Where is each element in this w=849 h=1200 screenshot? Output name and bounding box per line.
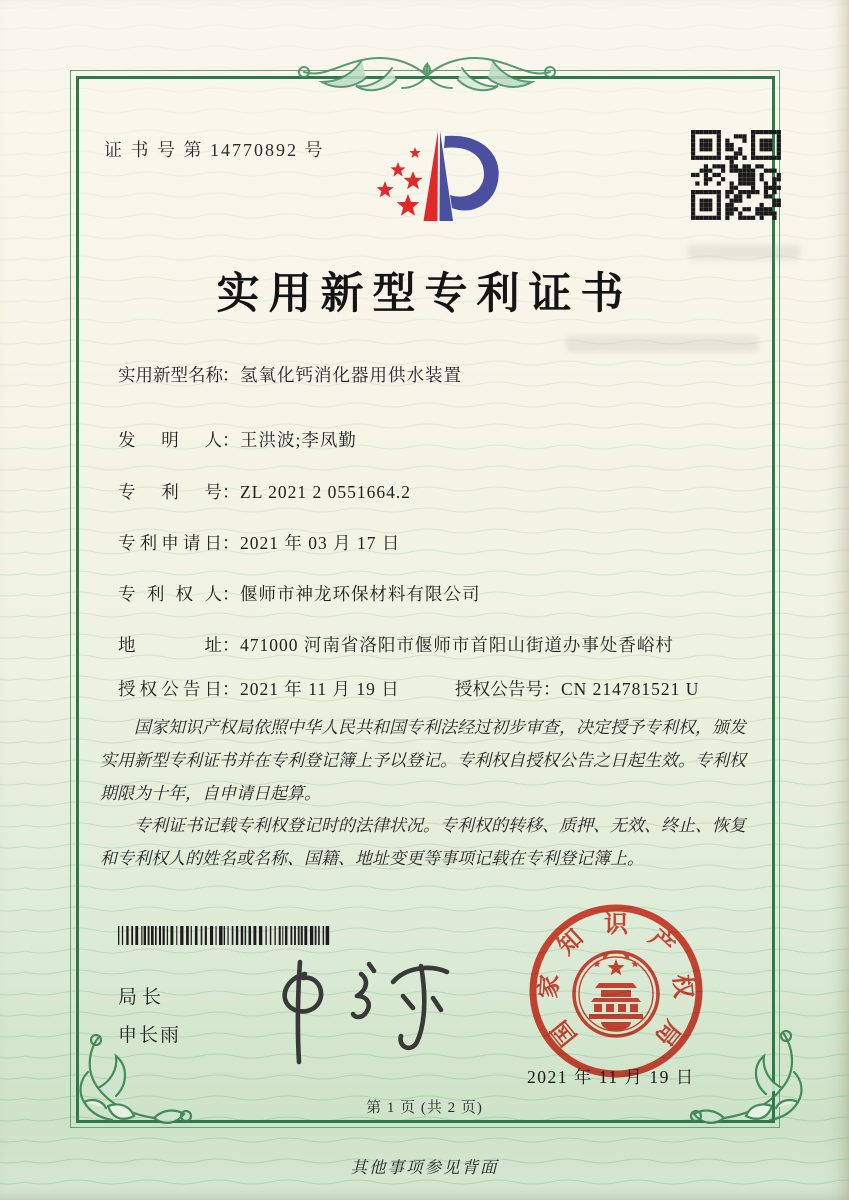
- svg-text:知: 知: [553, 925, 589, 961]
- bottom-left-flourish-ornament: [58, 1032, 208, 1152]
- national-ip-office-seal: [521, 896, 711, 1086]
- back-side-note: 其他事项参见背面: [350, 1158, 499, 1177]
- patent-number-value: ZL 2021 2 0551664.2: [240, 482, 411, 502]
- commissioner-name: 申长雨: [118, 1025, 182, 1046]
- certificate-number: 证 书 号 第 14770892 号: [104, 140, 325, 160]
- patentee-value: 偃师市神龙环保材料有限公司: [240, 584, 481, 604]
- filing-date-value: 2021 年 03 月 17 日: [240, 533, 401, 553]
- field-row-utility-model-name: 实用新型名称：氢氧化钙消化器用供水装置: [118, 362, 462, 387]
- field-row-patent-number: 专利号：ZL 2021 2 0551664.2: [118, 479, 411, 504]
- qr-code: [691, 130, 781, 220]
- field-row-address: 地址：471000 河南省洛阳市偃师市首阳山街道办事处香峪村: [118, 632, 674, 657]
- address-value: 471000 河南省洛阳市偃师市首阳山街道办事处香峪村: [240, 635, 674, 655]
- field-label: 授权公告号: [455, 679, 543, 699]
- svg-text:识: 识: [604, 912, 628, 938]
- field-label: 地址: [118, 635, 222, 655]
- bleed-through-mark: [688, 245, 800, 260]
- commissioner-signature: [243, 948, 468, 1073]
- grant-date-value: 2021 年 11 月 19 日: [240, 679, 400, 699]
- bleed-through-mark: [566, 336, 758, 352]
- svg-text:权: 权: [668, 973, 696, 1000]
- field-label: 授权公告日: [118, 679, 222, 699]
- field-row-inventor: 发明人：王洪波;李凤勤: [118, 427, 357, 452]
- field-label: 实用新型名称: [118, 365, 223, 385]
- field-row-patentee: 专利权人：偃师市神龙环保材料有限公司: [118, 581, 481, 606]
- field-row-filing-date: 专利申请日：2021 年 03 月 17 日: [118, 530, 400, 555]
- field-grant-number: 授权公告号：CN 214781521 U: [455, 676, 699, 701]
- legal-paragraph-1: 国家知识产权局依照中华人民共和国专利法经过初步审查，决定授予专利权，颁发实用新型专利证书并在专利登记簿上予以登记。专利权自授权公告之日起生效。专利权期限为十年，自申请日起算。: [100, 718, 746, 803]
- certificate-title: 实用新型专利证书: [216, 271, 633, 318]
- legal-paragraph-2: 专利证书记载专利权登记时的法律状况。专利权的转移、质押、无效、终止、恢复和专利权人的姓名或名称、国籍、地址变更等事项记载在专利登记簿上。: [100, 816, 746, 869]
- cnipa-logo: [355, 120, 525, 238]
- field-row-grant: 授权公告日：2021 年 11 月 19 日 授权公告号：CN 214781521 U: [118, 676, 400, 701]
- legal-text-block: [100, 712, 756, 876]
- page-number: 第 1 页 (共 2 页): [366, 1100, 483, 1116]
- svg-text:国: 国: [547, 1015, 583, 1051]
- seal-date: 2021 年 11 月 19 日: [527, 1067, 695, 1087]
- svg-text:产: 产: [643, 925, 679, 961]
- svg-text:家: 家: [536, 973, 564, 1000]
- national-emblem-icon: [574, 952, 658, 1036]
- grant-number-value: CN 214781521 U: [561, 679, 700, 699]
- barcode: [118, 926, 332, 945]
- top-flourish-ornament: [292, 38, 562, 98]
- logo-stars-icon: [376, 147, 422, 216]
- field-label: 专利号: [118, 482, 222, 502]
- field-label: 发明人: [118, 430, 222, 450]
- utility-model-name-value: 氢氧化钙消化器用供水装置: [240, 365, 462, 385]
- field-label: 专利权人: [118, 584, 222, 604]
- svg-text:局: 局: [649, 1015, 685, 1051]
- commissioner-title: 局长: [118, 987, 167, 1008]
- field-label: 专利申请日: [118, 533, 222, 553]
- inventor-value: 王洪波;李凤勤: [240, 430, 357, 450]
